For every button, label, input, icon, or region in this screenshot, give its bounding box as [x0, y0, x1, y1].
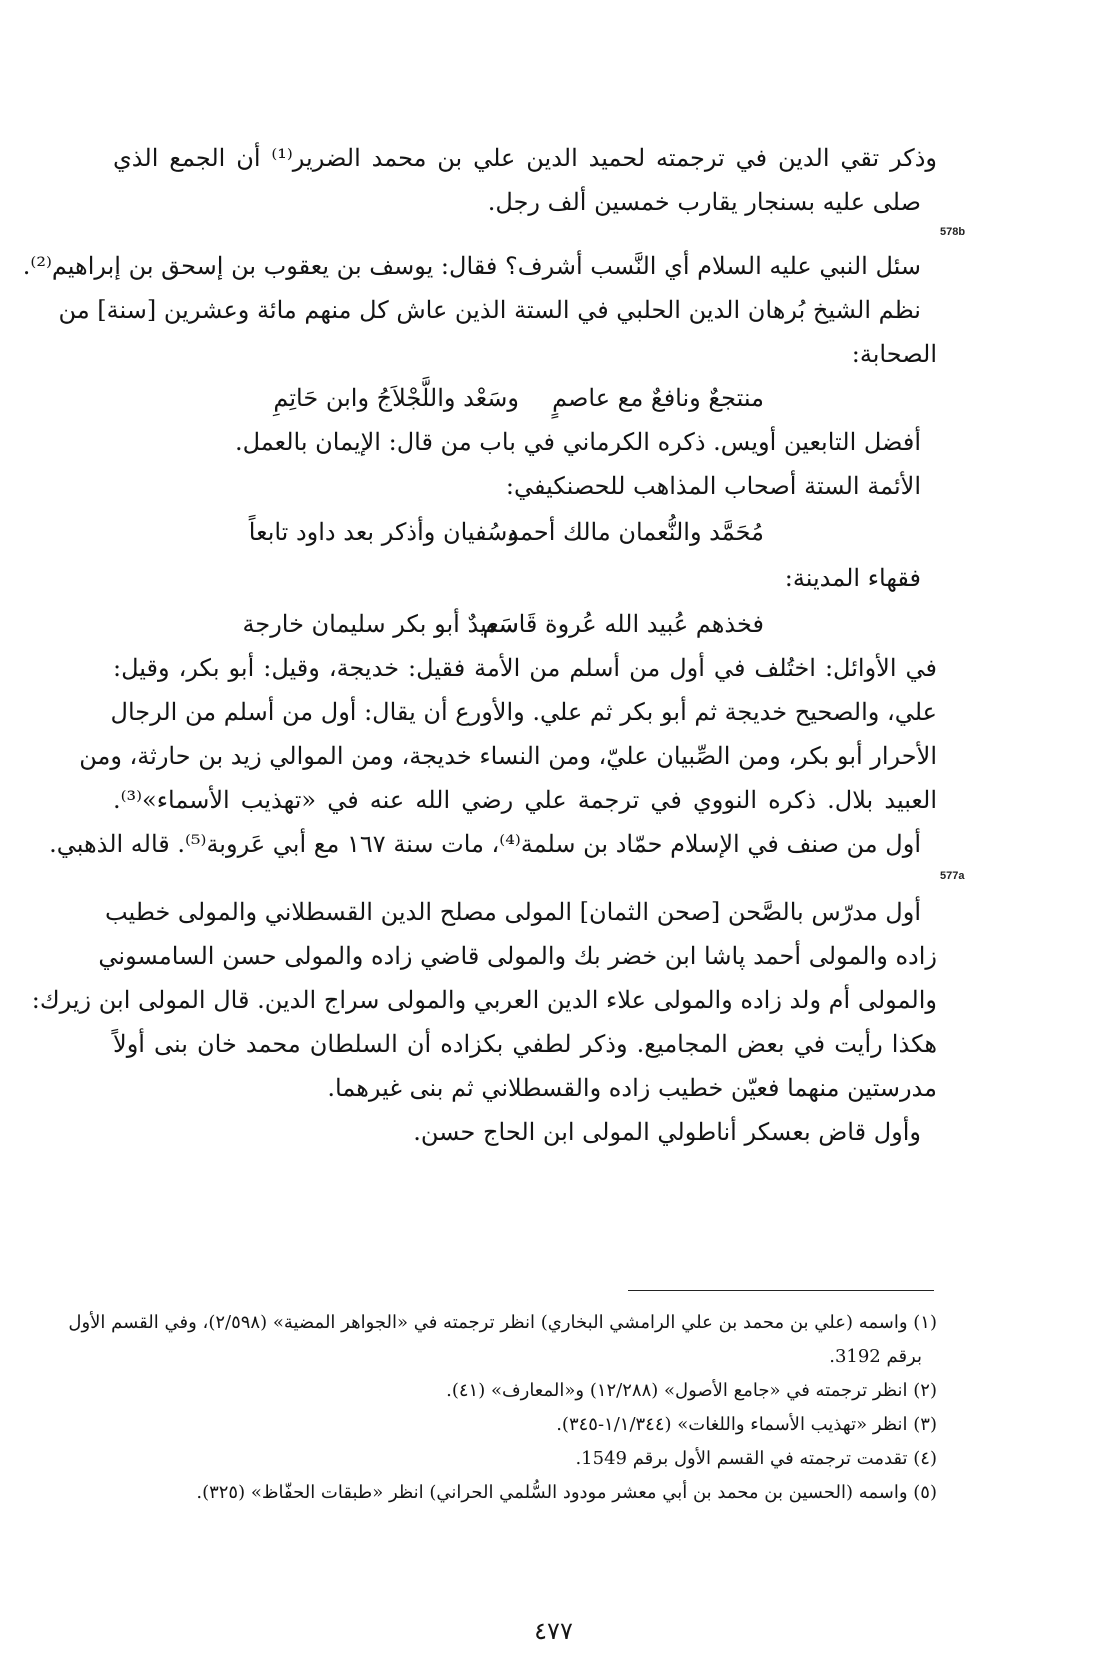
verse-hemistich: فخذهم عُبيد الله عُروة قَاسم — [482, 610, 764, 638]
text-line: فقهاء المدينة: — [784, 564, 921, 592]
footnote: (٥) واسمه (الحسين بن محمد بن أبي معشر مودود السُّلمي الحراني) انظر «طبقات الحفّاظ» (٣٢٥). — [196, 1482, 937, 1503]
page-number: ٤٧٧ — [534, 1617, 573, 1645]
verse-hemistich: وسُفيان وأذكر بعد داود تابعاً — [248, 518, 519, 546]
footnote: (٢) انظر ترجمته في «جامع الأصول» (١٢/٢٨٨) و«المعارف» (٤١). — [446, 1380, 937, 1401]
text-line: الأحرار أبو بكر، ومن الصِّبيان عليّ، ومن النساء خديجة، ومن الموالي زيد بن حارثة، ومن — [79, 742, 937, 770]
footnote: (١) واسمه (علي بن محمد بن علي الرامشي البخاري) انظر ترجمته في «الجواهر المضية» (٢/٥٩٨)، وفي القسم الأول — [68, 1312, 937, 1333]
footnote: برقم 3192. — [829, 1346, 922, 1367]
text-line: سئل النبي عليه السلام أي النَّسب أشرف؟ فقال: يوسف بن يعقوب بن إسحق بن إبراهيم⁽²⁾. — [22, 252, 921, 280]
footnote: (٤) تقدمت ترجمته في القسم الأول برقم 1549. — [575, 1448, 937, 1469]
verse-hemistich: منتجعٌ ونافعٌ مع عاصمٍ — [552, 384, 764, 412]
text-line: الأئمة الستة أصحاب المذاهب للحصنكيفي: — [505, 472, 921, 500]
text-line: علي، والصحيح خديجة ثم أبو بكر ثم علي. والأورع أن يقال: أول من أسلم من الرجال — [110, 698, 937, 726]
text-line: أفضل التابعين أويس. ذكره الكرماني في باب من قال: الإيمان بالعمل. — [234, 428, 921, 456]
text-line: الصحابة: — [851, 340, 937, 368]
text-line: أول من صنف في الإسلام حمّاد بن سلمة⁽⁴⁾، مات سنة ١٦٧ مع أبي عَروبة⁽⁵⁾. قاله الذهبي. — [49, 830, 921, 858]
verse-hemistich: مُحَمَّد والنُّعمان مالك أحمد — [507, 518, 764, 546]
text-line: مدرستين منهما فعيّن خطيب زاده والقسطلاني ثم بنى غيرهما. — [327, 1074, 937, 1102]
text-line: هكذا رأيت في بعض المجاميع. وذكر لطفي بكزاده أن السلطان محمد خان بنى أولاً — [113, 1030, 937, 1058]
margin-marker: 578b — [940, 226, 966, 238]
verse-hemistich: وسَعْد واللَّجْلاَجُ وابن حَاتِمِ — [273, 384, 519, 412]
text-line: وذكر تقي الدين في ترجمته لحميد الدين علي بن محمد الضرير⁽¹⁾ أن الجمع الذي — [113, 144, 937, 172]
text-line: زاده والمولى أحمد پاشا ابن خضر بك والمولى قاضي زاده والمولى حسن السامسوني — [98, 942, 937, 970]
text-line: العبيد بلال. ذكره النووي في ترجمة علي رضي الله عنه في «تهذيب الأسماء»⁽³⁾. — [113, 786, 937, 814]
text-line: في الأوائل: اختُلف في أول من أسلم من الأمة فقيل: خديجة، وقيل: أبو بكر، وقيل: — [113, 654, 938, 682]
text-line: صلى عليه بسنجار يقارب خمسين ألف رجل. — [487, 188, 921, 216]
footnote: (٣) انظر «تهذيب الأسماء واللغات» (١/١/٣٤٤-٣٤٥). — [556, 1414, 937, 1435]
text-line: نظم الشيخ بُرهان الدين الحلبي في الستة الذين عاش كل منهم مائة وعشرين [سنة] من — [58, 296, 921, 324]
footnote-separator — [628, 1290, 934, 1291]
text-line: أول مدرّس بالصَّحن [صحن الثمان] المولى مصلح الدين القسطلاني والمولى خطيب — [104, 898, 921, 926]
text-line: والمولى أم ولد زاده والمولى علاء الدين العربي والمولى سراج الدين. قال المولى ابن زيرك: — [31, 986, 937, 1014]
text-line: وأول قاض بعسكر أناطولي المولى ابن الحاج حسن. — [413, 1118, 921, 1146]
verse-hemistich: سَعيدٌ أبو بكر سليمان خارجة — [242, 610, 519, 638]
margin-marker: 577a — [940, 870, 965, 882]
